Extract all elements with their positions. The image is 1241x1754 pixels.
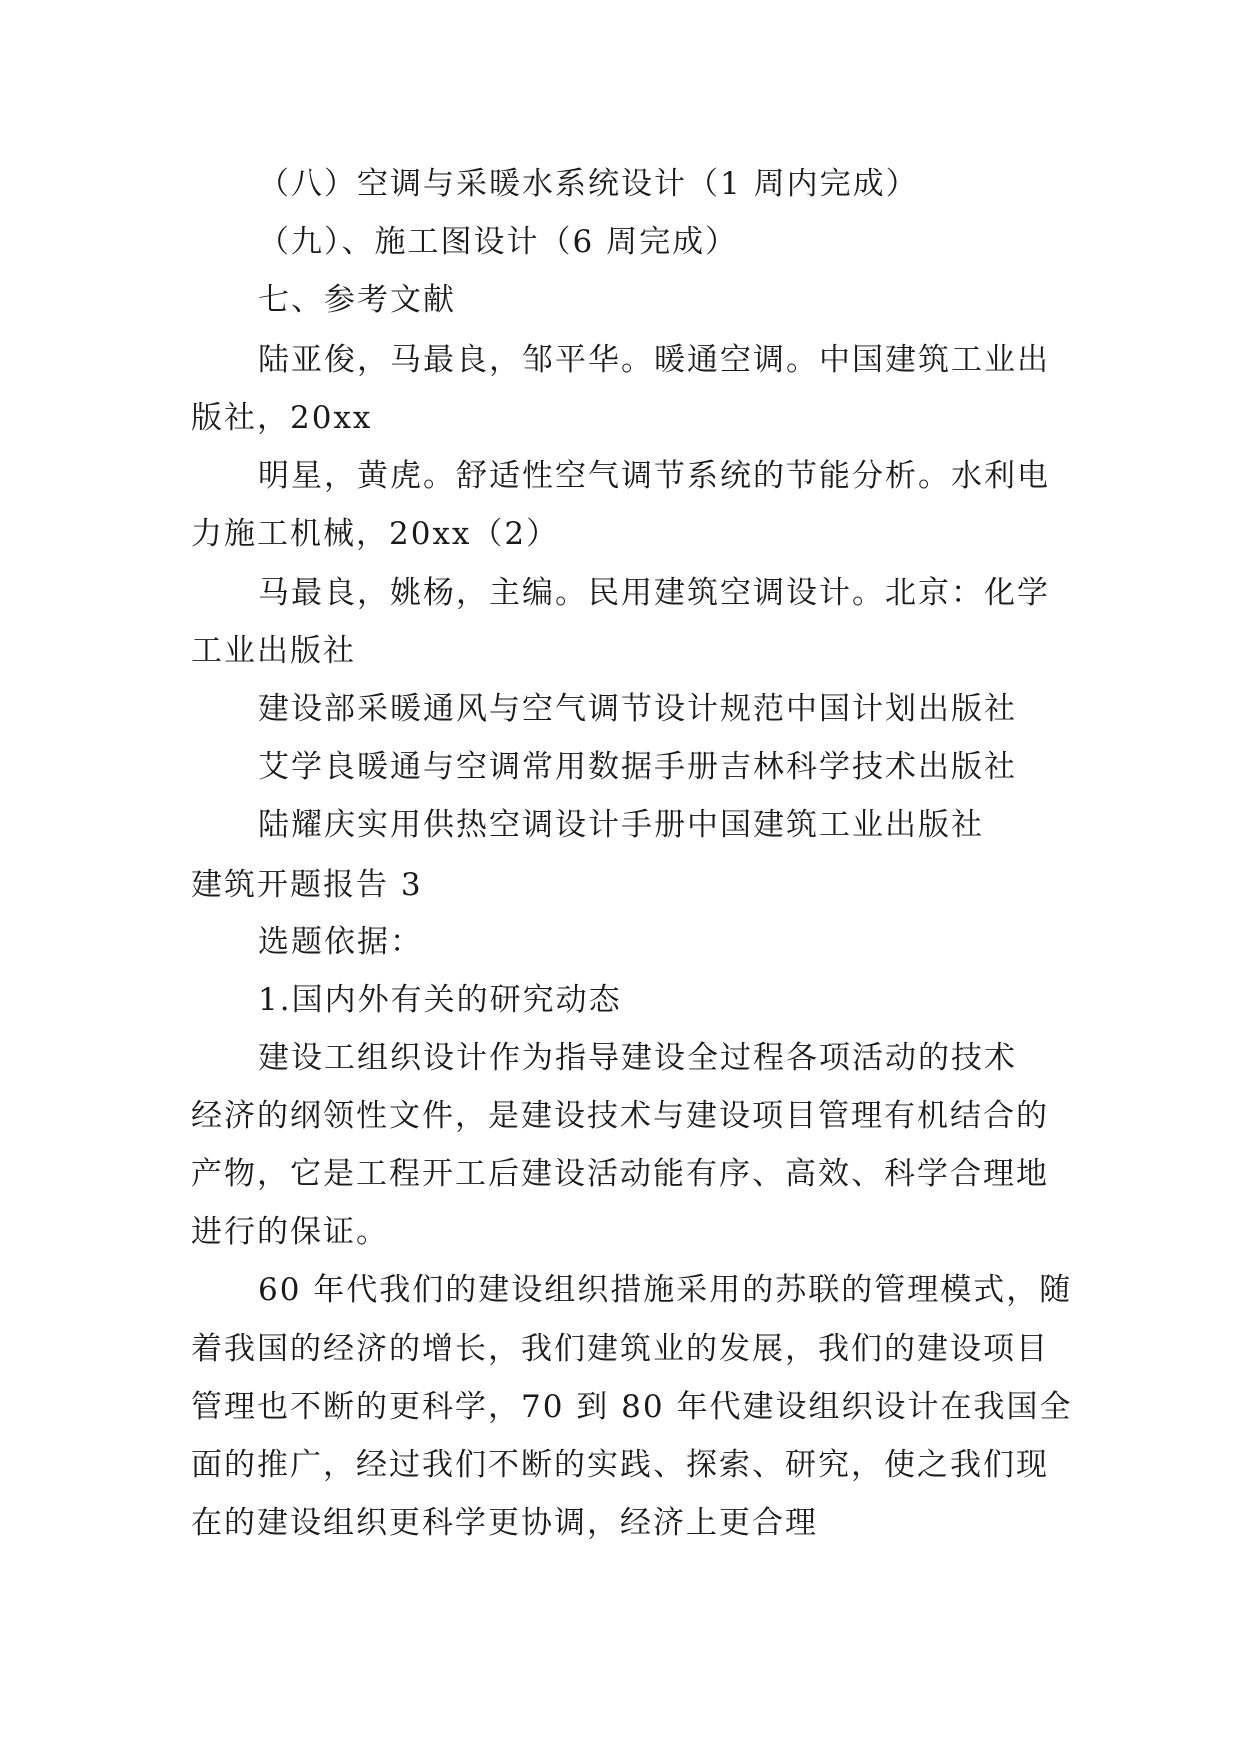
subheading: 选题依据： — [258, 924, 423, 960]
reference-entry: 建设部采暖通风与空气调节设计规范中国计划出版社 — [258, 691, 1017, 727]
section-heading: 建筑开题报告 3 — [191, 867, 423, 903]
paragraph-line: 在的建设组织更科学更协调，经济上更合理 — [191, 1505, 818, 1541]
text-line: （九）、施工图设计（6 周完成） — [258, 224, 739, 260]
paragraph-line: 进行的保证。 — [191, 1214, 389, 1250]
reference-entry: 陆亚俊，马最良，邹平华。暖通空调。中国建筑工业出 — [258, 342, 1050, 378]
paragraph-line: 产物，它是工程开工后建设活动能有序、高效、科学合理地 — [191, 1156, 1049, 1192]
paragraph-line: 建设工组织设计作为指导建设全过程各项活动的技术 — [258, 1040, 1017, 1076]
reference-entry: 工业出版社 — [191, 633, 356, 669]
reference-entry: 力施工机械，20xx（2） — [191, 516, 560, 552]
paragraph-line: 经济的纲领性文件，是建设技术与建设项目管理有机结合的 — [191, 1098, 1049, 1134]
reference-entry: 马最良，姚杨，主编。民用建筑空调设计。北京：化学 — [258, 575, 1050, 611]
paragraph-line: 着我国的经济的增长，我们建筑业的发展，我们的建设项目 — [191, 1331, 1049, 1367]
reference-entry: 明星，黄虎。舒适性空气调节系统的节能分析。水利电 — [258, 458, 1050, 494]
paragraph-line: 面的推广，经过我们不断的实践、探索、研究，使之我们现 — [191, 1447, 1049, 1483]
paragraph-line: 管理也不断的更科学，70 到 80 年代建设组织设计在我国全 — [191, 1389, 1073, 1425]
reference-entry: 版社，20xx — [191, 400, 373, 436]
subheading: 1.国内外有关的研究动态 — [258, 982, 622, 1018]
text-line: （八）空调与采暖水系统设计（1 周内完成） — [258, 166, 919, 202]
reference-entry: 艾学良暖通与空调常用数据手册吉林科学技术出版社 — [258, 749, 1017, 785]
reference-entry: 陆耀庆实用供热空调设计手册中国建筑工业出版社 — [258, 807, 984, 843]
section-heading: 七、参考文献 — [258, 282, 456, 318]
paragraph-line: 60 年代我们的建设组织措施采用的苏联的管理模式，随 — [258, 1272, 1073, 1308]
